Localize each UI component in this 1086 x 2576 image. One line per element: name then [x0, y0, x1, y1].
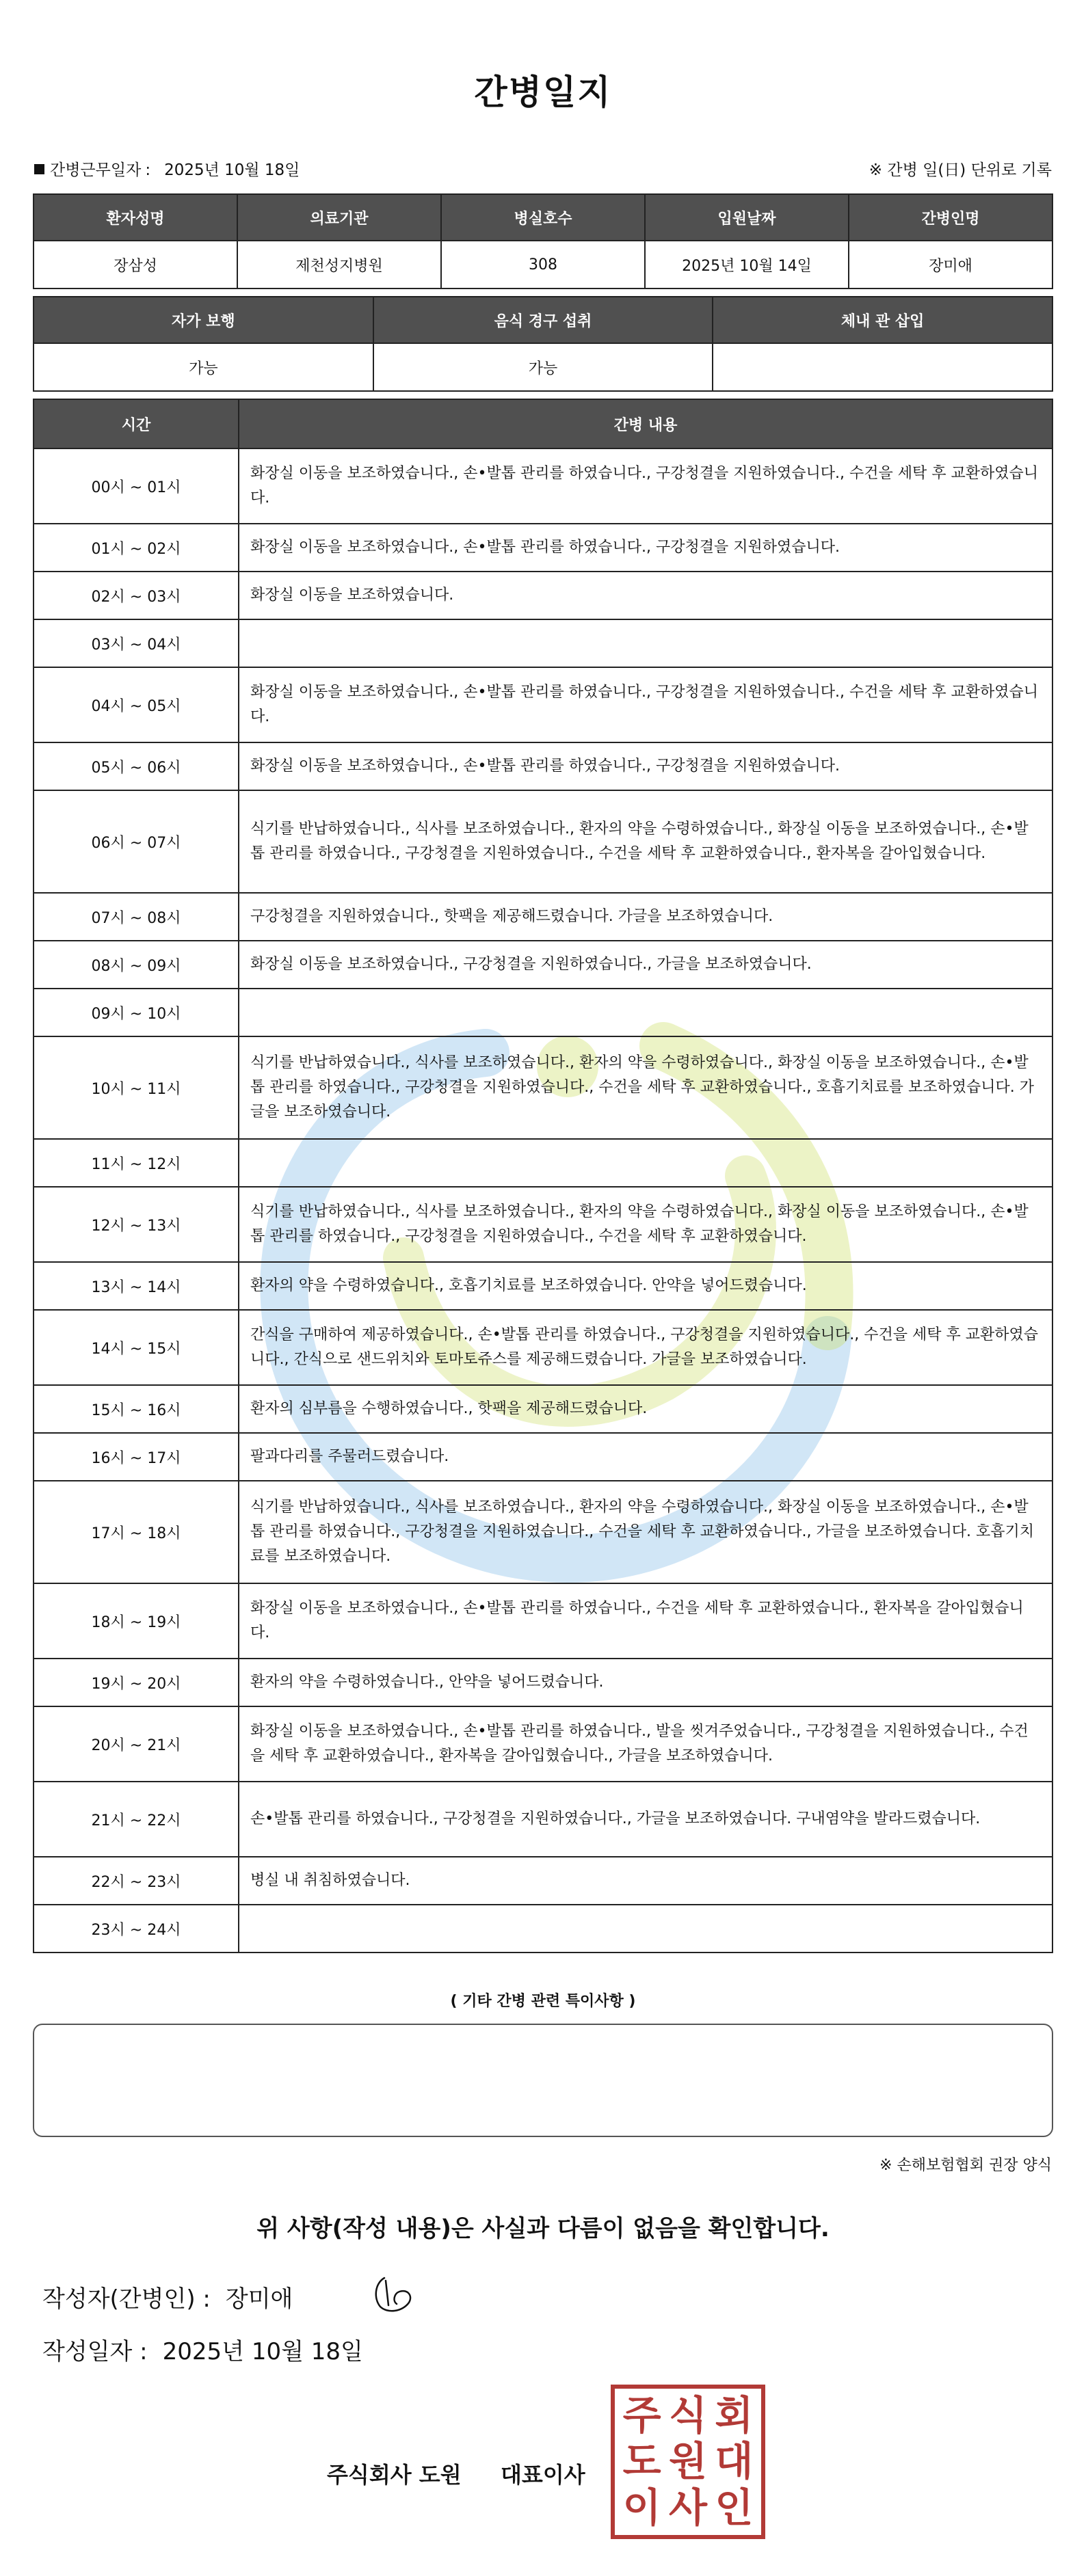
table-row [34, 1782, 1052, 1857]
time-cell: 05시 ~ 06시 [34, 742, 239, 790]
care-content-cell: 화장실 이동을 보조하였습니다., 손•발톱 관리를 하였습니다., 수건을 세탁 후 교환하였습니다., 환자복을 갈아입혔습니다. [239, 1583, 1052, 1659]
time-cell: 16시 ~ 17시 [34, 1433, 239, 1481]
company-name: 주식회사 도원 [327, 2462, 462, 2488]
table-row [34, 448, 1052, 524]
care-content-cell: 구강청결을 지원하였습니다., 핫팩을 제공해드렸습니다. 가글을 보조하였습니다. [239, 893, 1052, 941]
table-row [34, 619, 1052, 667]
time-cell: 14시 ~ 15시 [34, 1310, 239, 1385]
seal-char: 사 [668, 2484, 707, 2531]
hospital-name: 제천성지병원 [237, 241, 441, 289]
time-cell: 22시 ~ 23시 [34, 1857, 239, 1905]
time-cell: 12시 ~ 13시 [34, 1187, 239, 1262]
ceo-title: 대표이사 [501, 2462, 585, 2488]
care-content-cell: 식기를 반납하였습니다., 식사를 보조하였습니다., 환자의 약을 수령하였습니다., 화장실 이동을 보조하였습니다., 손•발톱 관리를 하였습니다., 구강청결을 지원하였습니다., 수건을 세탁 후 교환하였습니다., 환자복을 갈아입혔습니다. [239, 790, 1052, 893]
work-date-label: 간병근무일자 [50, 161, 142, 179]
care-content-cell: 간식을 구매하여 제공하였습니다., 손•발톱 관리를 하였습니다., 구강청결을 지원하였습니다., 수건을 세탁 후 교환하였습니다., 간식으로 샌드위치와 토마토쥬스를 제공해드렸습니다. 가글을 보조하였습니다. [239, 1310, 1052, 1385]
table-row [34, 1857, 1052, 1905]
writer-name: 장미애 [225, 2285, 293, 2313]
table-row [34, 790, 1052, 893]
room-number: 308 [441, 241, 645, 289]
table-row [34, 1187, 1052, 1262]
table-row [34, 572, 1052, 619]
care-content-cell: 병실 내 취침하였습니다. [239, 1857, 1052, 1905]
seal-char: 회 [715, 2392, 754, 2439]
time-cell: 20시 ~ 21시 [34, 1706, 239, 1782]
table-row [34, 989, 1052, 1036]
work-date-line [34, 157, 300, 180]
care-content-cell: 화장실 이동을 보조하였습니다., 손•발톱 관리를 하였습니다., 구강청결을 지원하였습니다., 수건을 세탁 후 교환하였습니다. [239, 448, 1052, 524]
header-tube-insertion: 체내 관 삽입 [713, 297, 1052, 343]
table-header-row [34, 194, 1052, 241]
admission-date: 2025년 10월 14일 [645, 241, 849, 289]
time-cell: 04시 ~ 05시 [34, 667, 239, 742]
time-cell: 01시 ~ 02시 [34, 524, 239, 572]
seal-char: 대 [715, 2438, 754, 2485]
separator: : [145, 161, 151, 179]
table-row [34, 1385, 1052, 1433]
square-bullet-icon [34, 164, 44, 174]
time-cell: 10시 ~ 11시 [34, 1036, 239, 1139]
table-row [34, 343, 1052, 391]
care-content-cell: 손•발톱 관리를 하였습니다., 구강청결을 지원하였습니다., 가글을 보조하였습니다. 구내염약을 발라드렸습니다. [239, 1782, 1052, 1857]
care-content-cell [239, 1905, 1052, 1953]
patient-name: 장삼성 [34, 241, 237, 289]
time-cell: 17시 ~ 18시 [34, 1481, 239, 1583]
seal-char: 원 [668, 2438, 707, 2485]
care-content-cell: 팔과다리를 주물러드렸습니다. [239, 1433, 1052, 1481]
time-cell: 09시 ~ 10시 [34, 989, 239, 1036]
patient-status-table [33, 296, 1053, 392]
page-title: 간병일지 [474, 72, 612, 112]
time-cell: 07시 ~ 08시 [34, 893, 239, 941]
table-row [34, 742, 1052, 790]
confirmation-statement: 위 사항(작성 내용)은 사실과 다름이 없음을 확인합니다. [256, 2215, 830, 2242]
seal-char: 이 [622, 2484, 661, 2531]
header-self-walking: 자가 보행 [34, 297, 373, 343]
care-content-cell: 화장실 이동을 보조하였습니다., 손•발톱 관리를 하였습니다., 구강청결을 지원하였습니다., 수건을 세탁 후 교환하였습니다. [239, 667, 1052, 742]
table-row [34, 1583, 1052, 1659]
table-row [34, 1706, 1052, 1782]
table-row [34, 1905, 1052, 1953]
header-patient-name: 환자성명 [34, 194, 237, 241]
care-content-cell [239, 1139, 1052, 1187]
care-content-cell: 환자의 약을 수령하였습니다., 안약을 넣어드렸습니다. [239, 1659, 1052, 1706]
care-content-cell: 화장실 이동을 보조하였습니다., 손•발톱 관리를 하였습니다., 구강청결을 지원하였습니다. [239, 524, 1052, 572]
table-row [34, 1659, 1052, 1706]
table-row [34, 524, 1052, 572]
work-date-value: 2025년 10월 18일 [164, 161, 300, 179]
time-cell: 06시 ~ 07시 [34, 790, 239, 893]
write-date-line [42, 2333, 363, 2366]
time-cell: 15시 ~ 16시 [34, 1385, 239, 1433]
care-content-cell: 환자의 심부름을 수행하였습니다., 핫팩을 제공해드렸습니다. [239, 1385, 1052, 1433]
tube-insertion-value [713, 343, 1052, 391]
header-caregiver-name: 간병인명 [849, 194, 1052, 241]
table-row [34, 893, 1052, 941]
header-room-number: 병실호수 [441, 194, 645, 241]
table-row [34, 241, 1052, 289]
table-row [34, 1139, 1052, 1187]
time-cell: 19시 ~ 20시 [34, 1659, 239, 1706]
header-hospital: 의료기관 [237, 194, 441, 241]
table-row [34, 1262, 1052, 1310]
care-log-table [33, 399, 1053, 1953]
writer-label: 작성자(간병인) : [42, 2285, 211, 2313]
header-time: 시간 [34, 399, 239, 448]
care-content-cell: 식기를 반납하였습니다., 식사를 보조하였습니다., 환자의 약을 수령하였습니다., 화장실 이동을 보조하였습니다., 손•발톱 관리를 하였습니다., 구강청결을 지원하였습니다., 수건을 세탁 후 교환하였습니다., 호흡기치료를 보조하였습니다. 가글을 보조하였습니다. [239, 1036, 1052, 1139]
table-row [34, 1481, 1052, 1583]
time-cell: 13시 ~ 14시 [34, 1262, 239, 1310]
header-care-content: 간병 내용 [239, 399, 1052, 448]
time-cell: 00시 ~ 01시 [34, 448, 239, 524]
time-cell: 21시 ~ 22시 [34, 1782, 239, 1857]
time-cell: 02시 ~ 03시 [34, 572, 239, 619]
write-date-value: 2025년 10월 18일 [162, 2338, 363, 2365]
write-date-label: 작성일자 : [42, 2338, 148, 2365]
seal-char: 도 [622, 2438, 661, 2485]
table-row [34, 1036, 1052, 1139]
seal-char: 식 [668, 2392, 707, 2439]
table-header-row [34, 297, 1052, 343]
writer-line [42, 2280, 293, 2313]
care-log-body [34, 448, 1052, 1953]
table-row [34, 1433, 1052, 1481]
care-content-cell: 화장실 이동을 보조하였습니다., 손•발톱 관리를 하였습니다., 구강청결을 지원하였습니다. [239, 742, 1052, 790]
time-cell: 18시 ~ 19시 [34, 1583, 239, 1659]
time-cell: 11시 ~ 12시 [34, 1139, 239, 1187]
signature-icon [369, 2271, 417, 2319]
unit-note: ※ 간병 일(日) 단위로 기록 [869, 161, 1052, 179]
time-cell: 23시 ~ 24시 [34, 1905, 239, 1953]
table-row [34, 667, 1052, 742]
form-note: ※ 손해보험협회 권장 양식 [879, 2157, 1052, 2174]
care-content-cell [239, 619, 1052, 667]
care-content-cell: 화장실 이동을 보조하였습니다. [239, 572, 1052, 619]
table-row [34, 941, 1052, 989]
special-notes-box [33, 2024, 1053, 2137]
care-content-cell: 식기를 반납하였습니다., 식사를 보조하였습니다., 환자의 약을 수령하였습니다., 화장실 이동을 보조하였습니다., 손•발톱 관리를 하였습니다., 구강청결을 지원하였습니다., 수건을 세탁 후 교환하였습니다. [239, 1187, 1052, 1262]
patient-info-table [33, 193, 1053, 289]
table-header-row [34, 399, 1052, 448]
care-content-cell: 식기를 반납하였습니다., 식사를 보조하였습니다., 환자의 약을 수령하였습니다., 화장실 이동을 보조하였습니다., 손•발톱 관리를 하였습니다., 구강청결을 지원하였습니다., 수건을 세탁 후 교환하였습니다., 가글을 보조하였습니다. 호흡기치료를 보조하였습니다. [239, 1481, 1052, 1583]
care-content-cell: 화장실 이동을 보조하였습니다., 구강청결을 지원하였습니다., 가글을 보조하였습니다. [239, 941, 1052, 989]
time-cell: 03시 ~ 04시 [34, 619, 239, 667]
oral-intake-value: 가능 [373, 343, 713, 391]
company-seal-stamp [611, 2385, 765, 2539]
seal-char: 주 [622, 2392, 661, 2439]
caregiver-name: 장미애 [849, 241, 1052, 289]
header-oral-intake: 음식 경구 섭취 [373, 297, 713, 343]
self-walking-value: 가능 [34, 343, 373, 391]
time-cell: 08시 ~ 09시 [34, 941, 239, 989]
header-admission-date: 입원날짜 [645, 194, 849, 241]
special-notes-title: ( 기타 간병 관련 특이사항 ) [450, 1993, 636, 2010]
care-content-cell [239, 989, 1052, 1036]
seal-char: 인 [715, 2484, 754, 2531]
care-content-cell: 환자의 약을 수령하였습니다., 호흡기치료를 보조하였습니다. 안약을 넣어드렸습니다. [239, 1262, 1052, 1310]
care-content-cell: 화장실 이동을 보조하였습니다., 손•발톱 관리를 하였습니다., 발을 씻겨주었습니다., 구강청결을 지원하였습니다., 수건을 세탁 후 교환하였습니다., 환자복을 갈아입혔습니다., 가글을 보조하였습니다. [239, 1706, 1052, 1782]
table-row [34, 1310, 1052, 1385]
